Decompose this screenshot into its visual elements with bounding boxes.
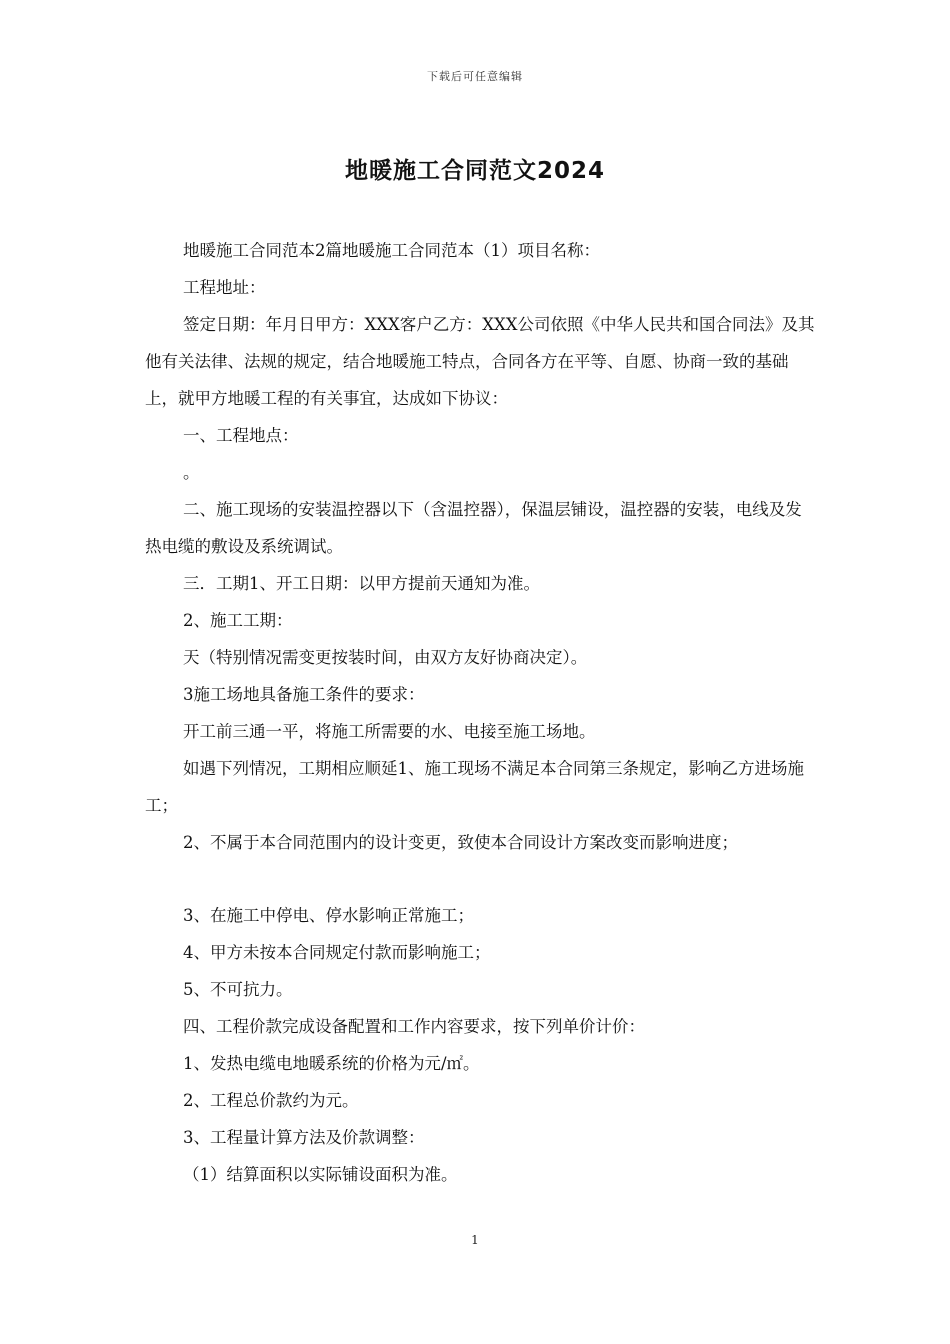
paragraph: 地暖施工合同范本2篇地暖施工合同范本（1）项目名称： xyxy=(183,241,600,260)
header-note: 下载后可任意编辑 xyxy=(427,70,523,83)
paragraph: 5、不可抗力。 xyxy=(183,980,293,999)
paragraph: 工程地址： xyxy=(183,278,266,297)
paragraph: 天（特别情况需变更按装时间，由双方友好协商决定）。 xyxy=(183,648,588,667)
paragraph: 签定日期：年月日甲方：XXX客户乙方：XXX公司依照《中华人民共和国合同法》及其他有关法律、法规的规定，结合地暖施工特点，合同各方在平等、自愿、协商一致的基础上，就甲方地暖工程的有关事宜，达成如下协议： xyxy=(145,315,815,408)
paragraph: 如遇下列情况，工期相应顺延1、施工现场不满足本合同第三条规定，影响乙方进场施工； xyxy=(145,759,804,815)
paragraph: 2、不属于本合同范围内的设计变更，致使本合同设计方案改变而影响进度； xyxy=(183,833,738,852)
paragraph: 四、工程价款完成设备配置和工作内容要求，按下列单价计价： xyxy=(183,1017,645,1036)
paragraph: 。 xyxy=(183,463,200,482)
page-number: 1 xyxy=(471,1233,479,1247)
document-body xyxy=(145,232,817,1193)
paragraph: 开工前三通一平，将施工所需要的水、电接至施工场地。 xyxy=(183,722,596,741)
paragraph: 3施工场地具备施工条件的要求： xyxy=(183,685,425,704)
paragraph: 2、施工工期： xyxy=(183,611,293,630)
paragraph: 二、施工现场的安装温控器以下（含温控器），保温层铺设，温控器的安装，电线及发热电缆的敷设及系统调试。 xyxy=(145,500,802,556)
paragraph: 一、工程地点： xyxy=(183,426,299,445)
document-title: 地暖施工合同范文2024 xyxy=(344,158,605,184)
paragraph: 三．工期1、开工日期：以甲方提前天通知为准。 xyxy=(183,574,540,593)
paragraph: 4、甲方未按本合同规定付款而影响施工； xyxy=(183,943,491,962)
paragraph: 1、发热电缆电地暖系统的价格为元/㎡。 xyxy=(183,1054,480,1073)
paragraph: 3、在施工中停电、停水影响正常施工； xyxy=(183,906,474,925)
paragraph: （1）结算面积以实际铺设面积为准。 xyxy=(183,1165,458,1184)
paragraph: 3、工程量计算方法及价款调整： xyxy=(183,1128,425,1147)
paragraph: 2、工程总价款约为元。 xyxy=(183,1091,359,1110)
